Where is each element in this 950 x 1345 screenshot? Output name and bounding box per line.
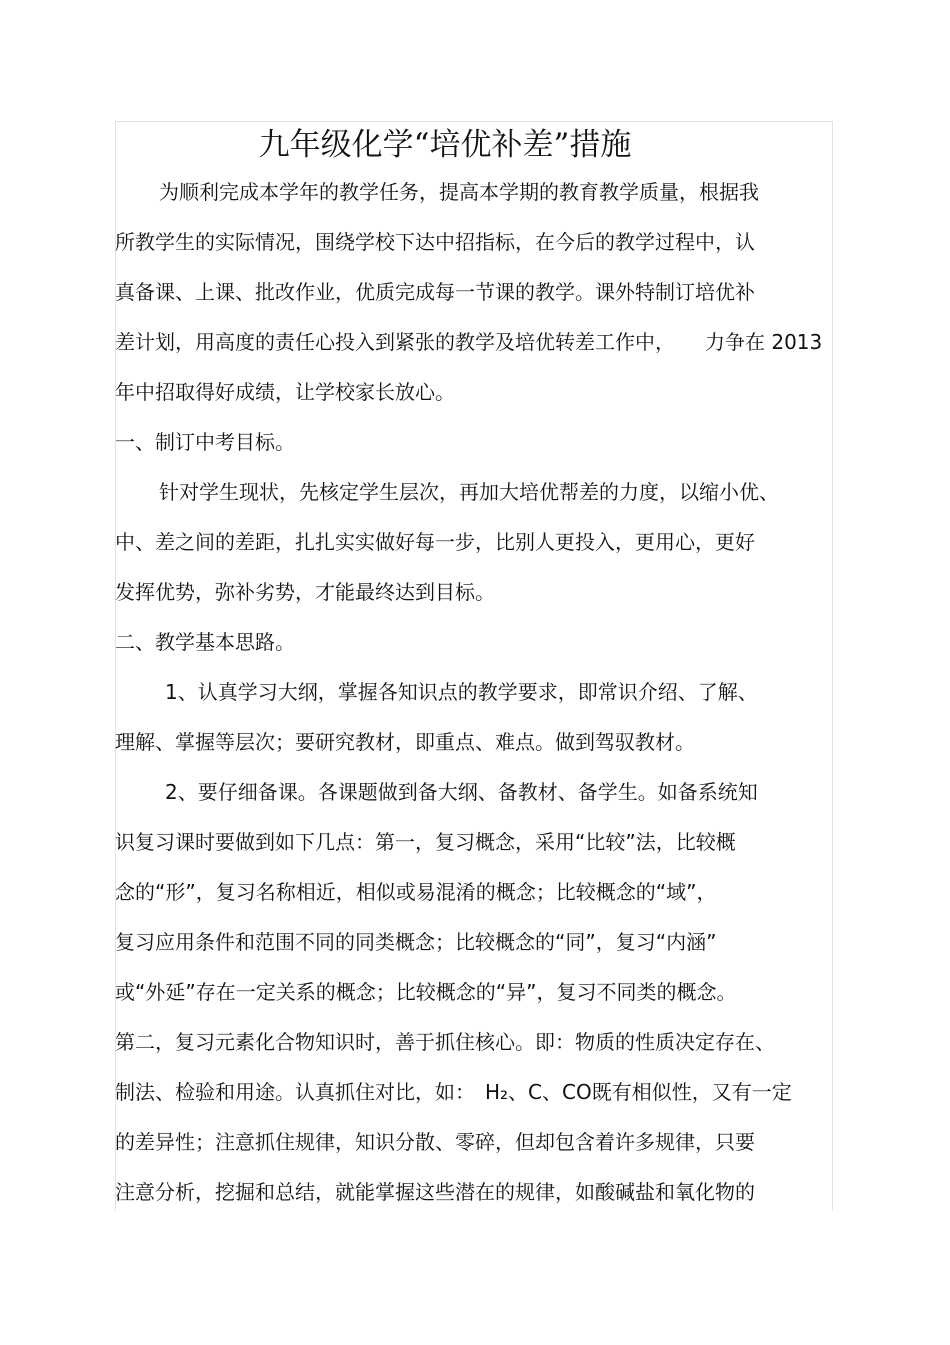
paragraph-line: 真备课、上课、批改作业，优质完成每一节课的教学。课外特制订培优补 xyxy=(115,280,755,304)
paragraph-line: 复习应用条件和范围不同的同类概念；比较概念的“同”，复习“内涵” xyxy=(115,930,717,954)
paragraph-line: 理解、掌握等层次；要研究教材，即重点、难点。做到驾驭教材。 xyxy=(115,730,695,754)
document-title: 九年级化学“培优补差”措施 xyxy=(258,127,632,163)
paragraph-line: 念的“形”，复习名称相近，相似或易混淆的概念；比较概念的“域”， xyxy=(115,880,717,904)
paragraph-line: 差计划，用高度的责任心投入到紧张的教学及培优转差工作中， 力争在 2013 xyxy=(115,330,823,354)
paragraph-line: 中、差之间的差距，扎扎实实做好每一步，比别人更投入，更用心，更好 xyxy=(115,530,755,554)
paragraph-line: 制法、检验和用途。认真抓住对比，如： H₂、C、CO既有相似性，又有一定 xyxy=(115,1080,792,1104)
list-item-line: 1、认真学习大纲，掌握各知识点的教学要求，即常识介绍、了解、 xyxy=(165,680,758,704)
paragraph-line: 年中招取得好成绩，让学校家长放心。 xyxy=(115,380,455,404)
paragraph-line: 注意分析，挖掘和总结，就能掌握这些潜在的规律，如酸碱盐和氧化物的 xyxy=(115,1180,755,1204)
paragraph-line: 发挥优势，弥补劣势，才能最终达到目标。 xyxy=(115,580,495,604)
section-heading: 二、教学基本思路。 xyxy=(115,630,295,654)
paragraph-line: 针对学生现状，先核定学生层次，再加大培优帮差的力度，以缩小优、 xyxy=(159,480,779,504)
section-heading: 一、制订中考目标。 xyxy=(115,430,295,454)
paragraph-line: 识复习课时要做到如下几点：第一，复习概念，采用“比较”法，比较概 xyxy=(115,830,736,854)
paragraph-line: 所教学生的实际情况，围绕学校下达中招指标，在今后的教学过程中，认 xyxy=(115,230,755,254)
list-item-line: 2、要仔细备课。各课题做到备大纲、备教材、备学生。如备系统知 xyxy=(165,780,758,804)
paragraph-line: 第二，复习元素化合物知识时，善于抓住核心。即：物质的性质决定存在、 xyxy=(115,1030,775,1054)
paragraph-line: 的差异性；注意抓住规律，知识分散、零碎，但却包含着许多规律，只要 xyxy=(115,1130,755,1154)
paragraph-line: 或“外延”存在一定关系的概念；比较概念的“异”，复习不同类的概念。 xyxy=(115,980,737,1004)
paragraph-line: 为顺利完成本学年的教学任务，提高本学期的教育教学质量，根据我 xyxy=(159,180,759,204)
